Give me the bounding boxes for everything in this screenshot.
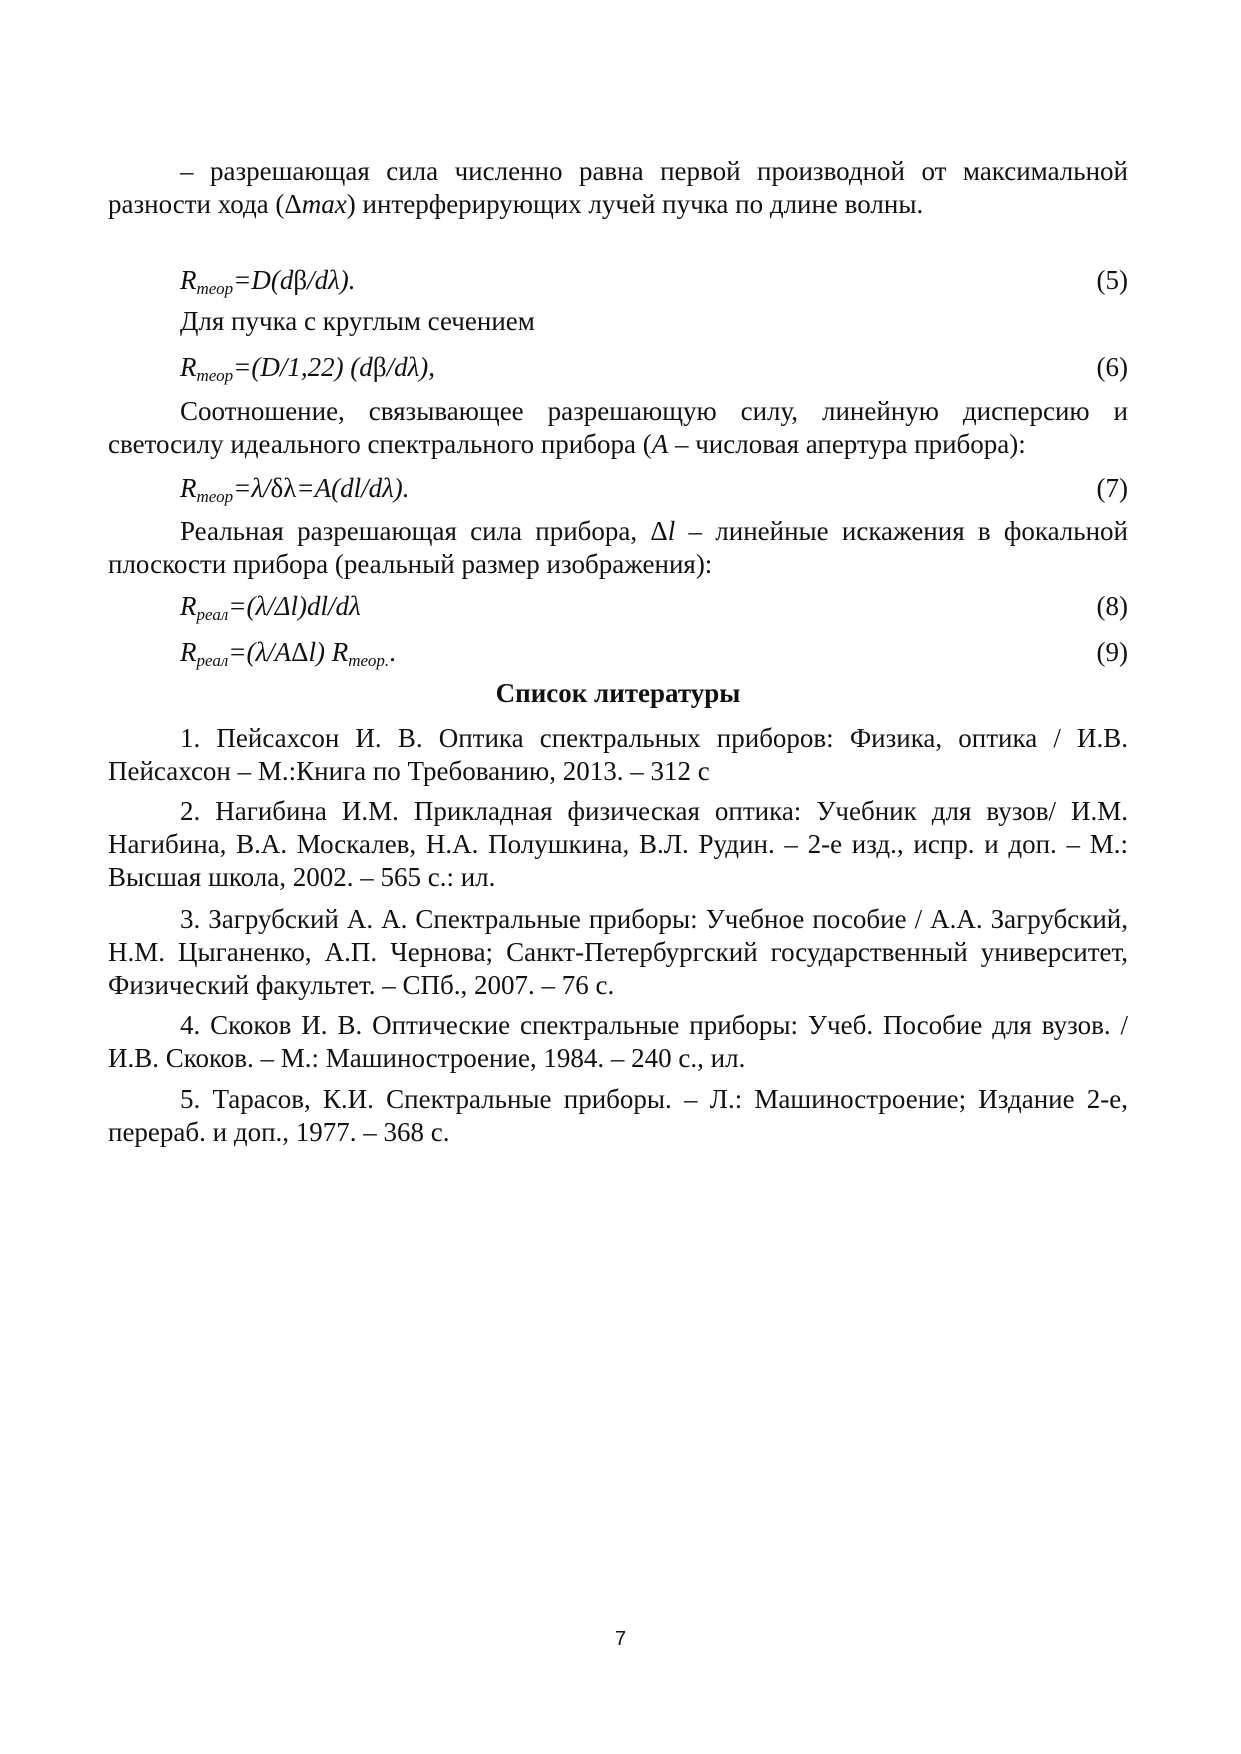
reference-item: 5. Тарасов, К.И. Спектральные приборы. – Л.: Машиностроение; Издание 2-е, перераб. и доп., 1977. – 368 с. [108,1084,1128,1147]
equation-7-formula: $R_{теор}=\lambda/\delta\lambda=A(dl/d\lambda)$. [180,473,410,506]
equation-8-number: (8) [1096,591,1128,621]
equation-9-number: (9) [1096,637,1128,667]
equation-6-formula: $R_{теор}=(D/1,22)$ (dβ/dλ), [180,352,435,385]
equation-5-formula: $R_{теор}=D(d\beta/d\lambda)$. [180,265,356,298]
references-heading: Список литературы [495,678,741,708]
equation-7-number: (7) [1096,473,1128,503]
delta-symbol: Δ [284,189,302,219]
page-number: 7 [614,1628,627,1650]
equation-5-number: (5) [1096,265,1128,295]
reference-item: 4. Скоков И. В. Оптические спектральные приборы: Учеб. Пособие для вузов. / И.В. Скоков. – М.: Машиностроение, 1984. – 240 с., ил. [108,1010,1128,1073]
equation-9-formula: $R_{реал}=(\lambda/A\Delta l)$ $R_{теор.}$. [180,637,396,670]
intro-paragraph [108,155,1128,221]
reference-item: 3. Загрубский А. А. Спектральные приборы: Учебное пособие / А.А. Загрубский, Н.М. Цыганенко, А.П. Чернова; Санкт-Петербургский государственный университет, Физический факультет. – СПб., 2007. – 76 с. [108,904,1128,1000]
intro-text-after: ) интерферирующих лучей пучка по длине волны. [346,189,924,219]
equation-8 [180,588,1128,624]
equation-6 [180,349,1128,385]
equation-8-formula: $R_{реал}=(\lambda/\Delta l)dl/d\lambda$ [180,591,361,624]
reference-item: 1. Пейсахсон И. В. Оптика спектральных приборов: Физика, оптика / И.В. Пейсахсон – М.:Книга по Требованию, 2013. – 312 с [108,723,1128,786]
equation-9 [180,634,1128,670]
aperture-symbol: A [651,429,669,459]
max-term: max [301,189,347,219]
reference-item: 2. Нагибина И.М. Прикладная физическая оптика: Учебник для вузов/ И.М. Нагибина, В.А. Москалев, Н.А. Полушкина, В.Л. Рудин. – 2-е изд., испр. и доп. – М.: Высшая школа, 2002. – 565 с.: ил. [108,796,1128,892]
equation-7 [180,470,1128,506]
intro-text-before: – разрешающая сила численно равна первой производной от максимальной разности хода ( [108,156,1128,219]
equation-6-number: (6) [1096,352,1128,382]
ratio-paragraph: Соотношение, связывающее разрешающую силу, линейную дисперсию и светосилу идеального спектрального прибора (A – числовая апертура прибора): [108,396,1128,459]
real-resolution-paragraph: Реальная разрешающая сила прибора, Δl – линейные искажения в фокальной плоскости прибора (реальный размер изображения): [108,516,1128,579]
round-section-paragraph: Для пучка с круглым сечением [180,306,535,336]
equation-5 [180,262,1128,298]
